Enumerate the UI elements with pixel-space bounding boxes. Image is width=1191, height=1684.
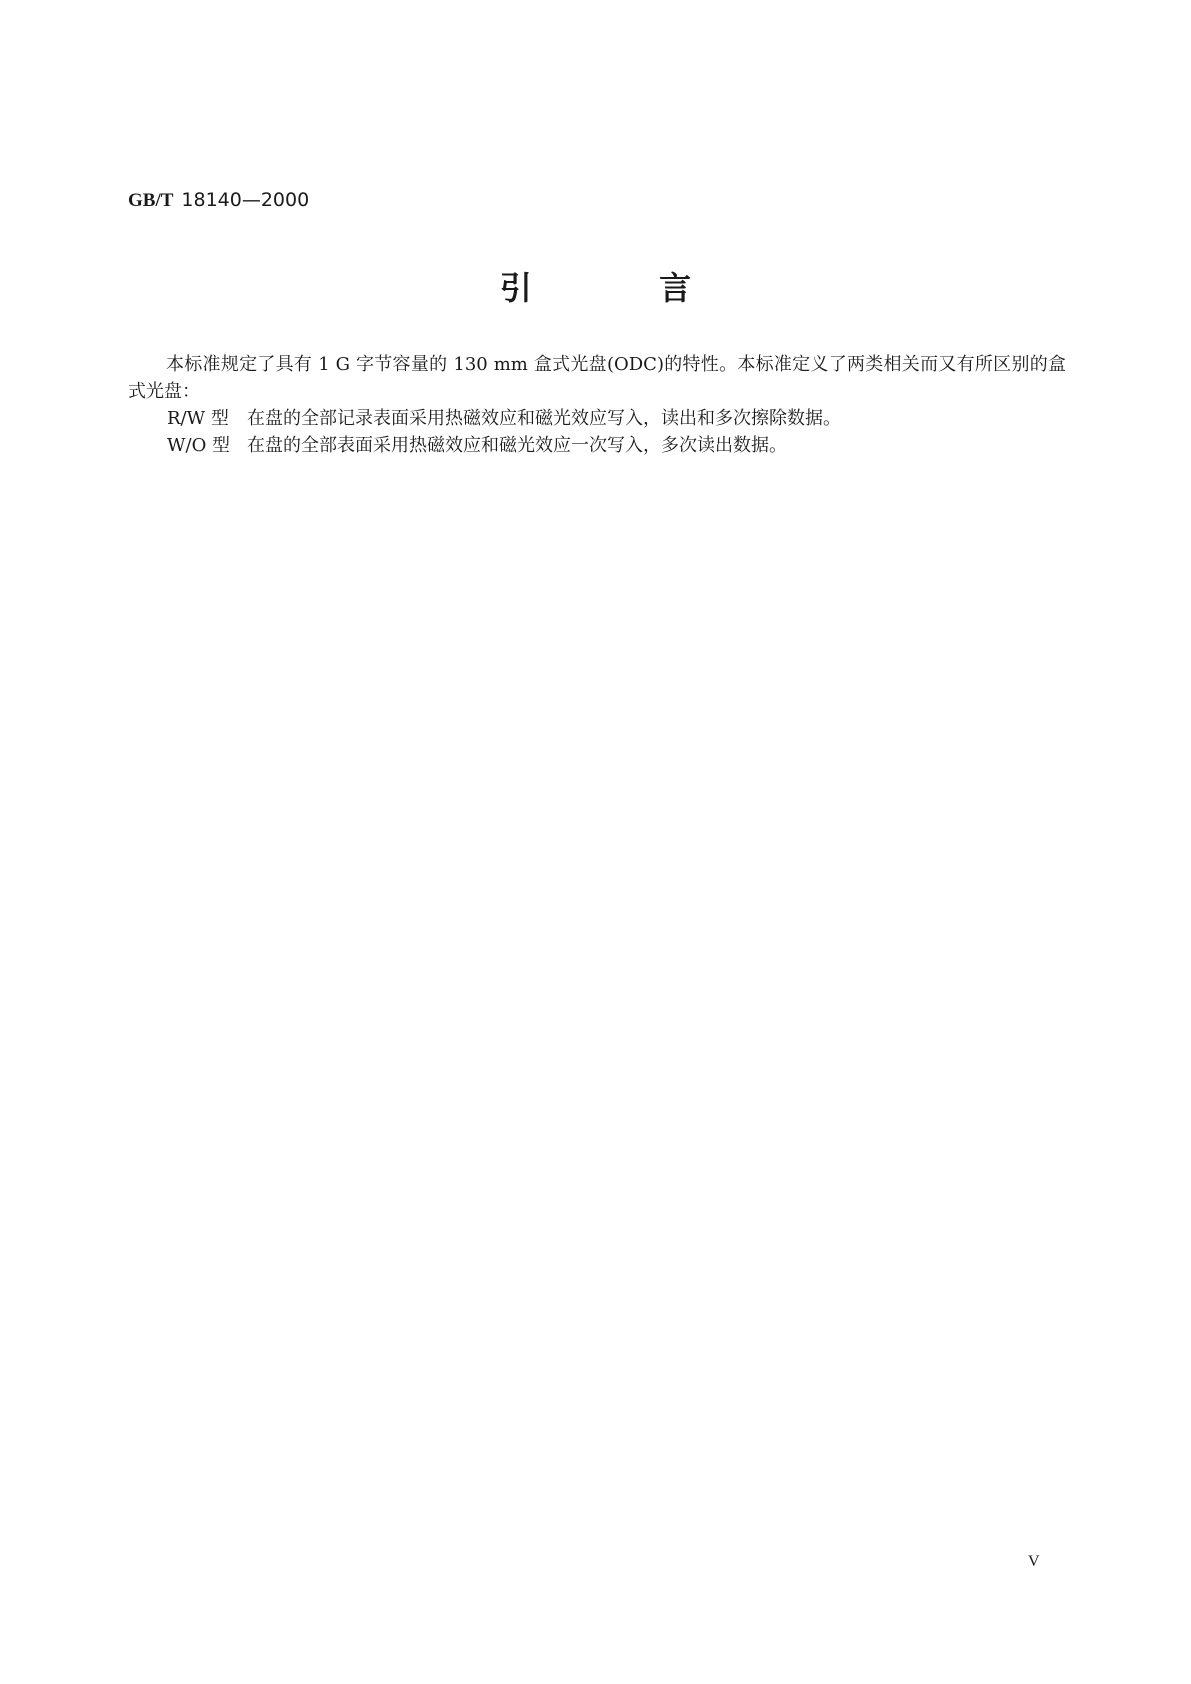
definition-term: R/W 型 [167, 408, 229, 429]
intro-paragraph: 本标准规定了具有 1 G 字节容量的 130 mm 盒式光盘(ODC)的特性。本标准定义了两类相关而又有所区别的盒式光盘： [128, 354, 1066, 402]
standard-code [128, 188, 309, 213]
definition-description: 在盘的全部表面采用热磁效应和磁光效应一次写入，多次读出数据。 [247, 435, 787, 456]
page-number: V [1028, 1553, 1040, 1570]
standard-code-number: 18140—2000 [181, 189, 310, 211]
standard-code-prefix: GB/T [128, 190, 174, 211]
document-body [128, 351, 1066, 459]
definition-item-rw [128, 405, 1066, 432]
definition-term: W/O 型 [167, 435, 231, 456]
definition-description: 在盘的全部记录表面采用热磁效应和磁光效应写入，读出和多次擦除数据。 [247, 408, 841, 429]
page-title: 引 言 [499, 269, 750, 307]
definition-item-wo [128, 432, 1066, 459]
